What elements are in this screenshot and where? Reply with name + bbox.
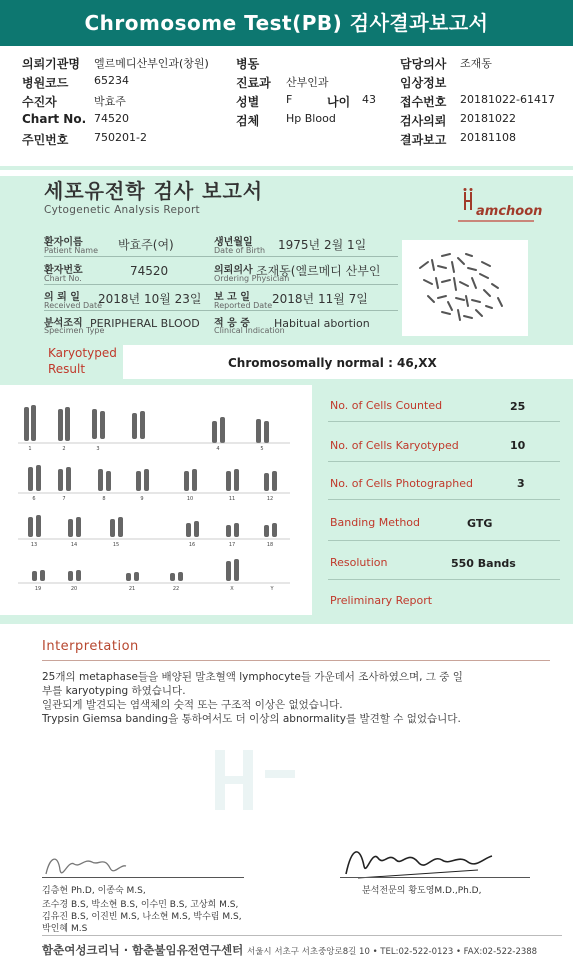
karyogram-label: 8 [102,496,106,502]
karyogram-label: 14 [70,542,78,548]
cells-counted-label: No. of Cells Counted [330,399,443,412]
reported-value: 2018년 11월 7일 [272,292,368,306]
patient-no-en: Chart No. [44,274,82,283]
interpretation-title: Interpretation [42,639,139,654]
banding-value: GTG [467,517,493,530]
chart-label: Chart No. [22,112,87,126]
report-subtitle: Cytogenetic Analysis Report [44,204,200,216]
result-date-value: 20181108 [460,131,516,144]
karyogram-label: 10 [186,496,194,502]
receipt-value: 20181022-61417 [460,93,555,106]
info-row [22,74,562,93]
test-label: 검체 [236,114,260,128]
karyogram-label: 11 [228,496,236,502]
dept-value: 산부인과 [286,76,329,89]
field-divider [44,310,398,311]
signature-rule [340,877,530,878]
staff-line: 김층현 Ph.D, 이종숙 M.S, [42,886,146,896]
preliminary-report-label: Preliminary Report [330,594,433,607]
patient-value: 박효주 [94,95,126,108]
info-row [22,131,562,150]
karyotyped-label: Karyotyped [48,346,117,360]
patient-no-label: 환자번호 [44,265,83,276]
hospital-value: 엘르메디산부인과(창원) [94,57,209,70]
age-value: 43 [362,93,376,106]
info-row [22,112,562,131]
signature-right-image [338,840,498,886]
signature-left-image [40,846,150,886]
dob-value: 1975년 2월 1일 [278,238,367,252]
result-date-label: 결과보고 [400,133,447,147]
sex-value: F [286,93,293,106]
karyogram-label: 17 [228,542,236,548]
stat-divider [328,499,560,500]
stat-divider [328,540,560,541]
patient-name-label: 환자이름 [44,237,83,248]
karyogram-svg [0,385,312,615]
field-divider [44,284,398,285]
interpretation-line: 부를 karyotyping 하였습니다. [42,685,186,697]
chart-value: 74520 [94,112,129,125]
cells-counted-value: 25 [510,400,526,413]
request-value: 20181022 [460,112,516,125]
patient-no-value: 74520 [130,264,169,278]
hamchoon-logo-icon [462,188,476,212]
karyogram-label: 21 [128,586,136,592]
indication-value: Habitual abortion [274,317,370,330]
received-value: 2018년 10월 23일 [98,292,202,306]
interpretation-line: 일관되게 발견되는 염색체의 숫적 또는 구조적 이상은 없었습니다. [42,699,343,711]
stat-divider [328,421,560,422]
clinical-label: 임상정보 [400,76,447,90]
karyogram-label: X [230,586,234,592]
patient-info-table [22,55,562,150]
footer-divider [42,935,562,936]
karyogram-label: 6 [32,496,36,502]
cells-karyotyped-label: No. of Cells Karyotyped [330,439,459,452]
reported-label: 보 고 일 [214,292,250,303]
test-value: Hp Blood [286,112,336,125]
karyogram-label: 1 [28,446,32,452]
logo-text: amchoon [476,204,543,219]
info-row [22,55,562,74]
interpretation-text [42,670,562,726]
karyogram-label: 9 [140,496,144,502]
patient-name-value: 박효주(여) [118,238,174,252]
karyogram-label: 15 [112,542,120,548]
interpretation-line: Trypsin Giemsa banding을 통하여서도 더 이상의 abnormality를 발견할 수 없었습니다. [42,713,461,725]
karyogram-image [0,385,312,615]
interpretation-divider [42,660,550,661]
metaphase-spread-image [402,240,528,336]
karyogram-label: 13 [30,542,38,548]
cells-karyotyped-value: 10 [510,439,526,452]
karyogram-label: 12 [266,496,274,502]
resolution-label: Resolution [330,556,388,569]
specimen-label: 분석조직 [44,318,83,329]
ordering-value: 조재동(엘르메디 산부인 [256,264,381,278]
specimen-value: PERIPHERAL BLOOD [90,317,200,330]
patient-label: 수진자 [22,95,57,109]
karyotype-result: Chromosomally normal : 46,XX [228,356,437,370]
request-label: 검사의뢰 [400,114,447,128]
ordering-en: Ordering Physician [214,274,290,283]
result-label: Result [48,362,86,376]
doctor-value: 조재동 [460,57,492,70]
staff-line: 조수경 B.S, 박소현 B.S, 이수민 B.S, 고상희 M.S, [42,900,239,910]
indication-en: Clinical Indication [214,326,285,335]
karyogram-label: 19 [34,586,42,592]
karyogram-label: 4 [216,446,220,452]
field-divider [44,256,398,257]
footer-address: 서울시 서초구 서초중앙로8길 10 • TEL:02-522-0123 • FAX:02-522-2388 [247,947,538,957]
page-title: Chromosome Test(PB) 검사결과보고서 [0,0,573,46]
age-label: 나이 [327,95,351,109]
hospital-label: 의뢰기관명 [22,57,80,71]
interpretation-line: 25개의 metaphase들을 배양된 말초혈액 lymphocyte들 가운데서 조사하였으며, 그 중 일 [42,671,463,683]
signature-rule [42,877,244,878]
logo-underline [458,220,534,222]
sex-label: 성별 [236,95,260,109]
karyogram-label: 7 [62,496,66,502]
banding-label: Banding Method [330,516,421,529]
cells-photographed-label: No. of Cells Photographed [330,477,473,490]
info-row [22,93,562,112]
karyogram-label: 22 [172,586,180,592]
karyogram-label: 18 [266,542,274,548]
footer-organization: 함춘여성크리닉 · 함춘불임유전연구센터 [42,943,244,957]
received-label: 의 뢰 일 [44,292,80,303]
reported-en: Reported Date [214,301,273,310]
watermark-logo-icon [195,740,305,820]
karyogram-label: 16 [188,542,196,548]
dept-label: 진료과 [236,76,271,90]
ordering-label: 의뢰의사 [214,265,253,276]
specimen-en: Specimen Type [44,326,105,335]
karyogram-label: 3 [96,446,100,452]
indication-label: 적 응 증 [214,318,250,329]
code-value: 65234 [94,74,129,87]
dob-en: Date of Birth [214,246,266,255]
patient-name-en: Patient Name [44,246,98,255]
stat-divider [328,461,560,462]
ward-label: 병동 [236,57,260,71]
karyogram-label: 20 [70,586,78,592]
dob-label: 생년월일 [214,237,253,248]
rrn-label: 주민번호 [22,133,69,147]
staff-line: 김유진 B.S, 이진빈 M.S, 나소현 M.S, 박수림 M.S, [42,912,242,922]
karyogram-label: 2 [62,446,66,452]
receipt-label: 접수번호 [400,95,447,109]
cells-photographed-value: 3 [517,477,525,490]
karyogram-label: 5 [260,446,264,452]
karyogram-label: Y [270,586,274,592]
rrn-value: 750201-2 [94,131,147,144]
resolution-value: 550 Bands [451,557,516,570]
doctor-label: 담당의사 [400,57,447,71]
staff-line: 박인혜 M.S [42,924,88,934]
code-label: 병원코드 [22,76,69,90]
report-title: 세포유전학 검사 보고서 [44,179,264,203]
received-en: Received Date [44,301,103,310]
karyotyped-result-label [48,345,117,377]
stat-divider [328,579,560,580]
analysis-expert: 분석전문의 황도영M.D.,Ph.D, [362,886,482,896]
